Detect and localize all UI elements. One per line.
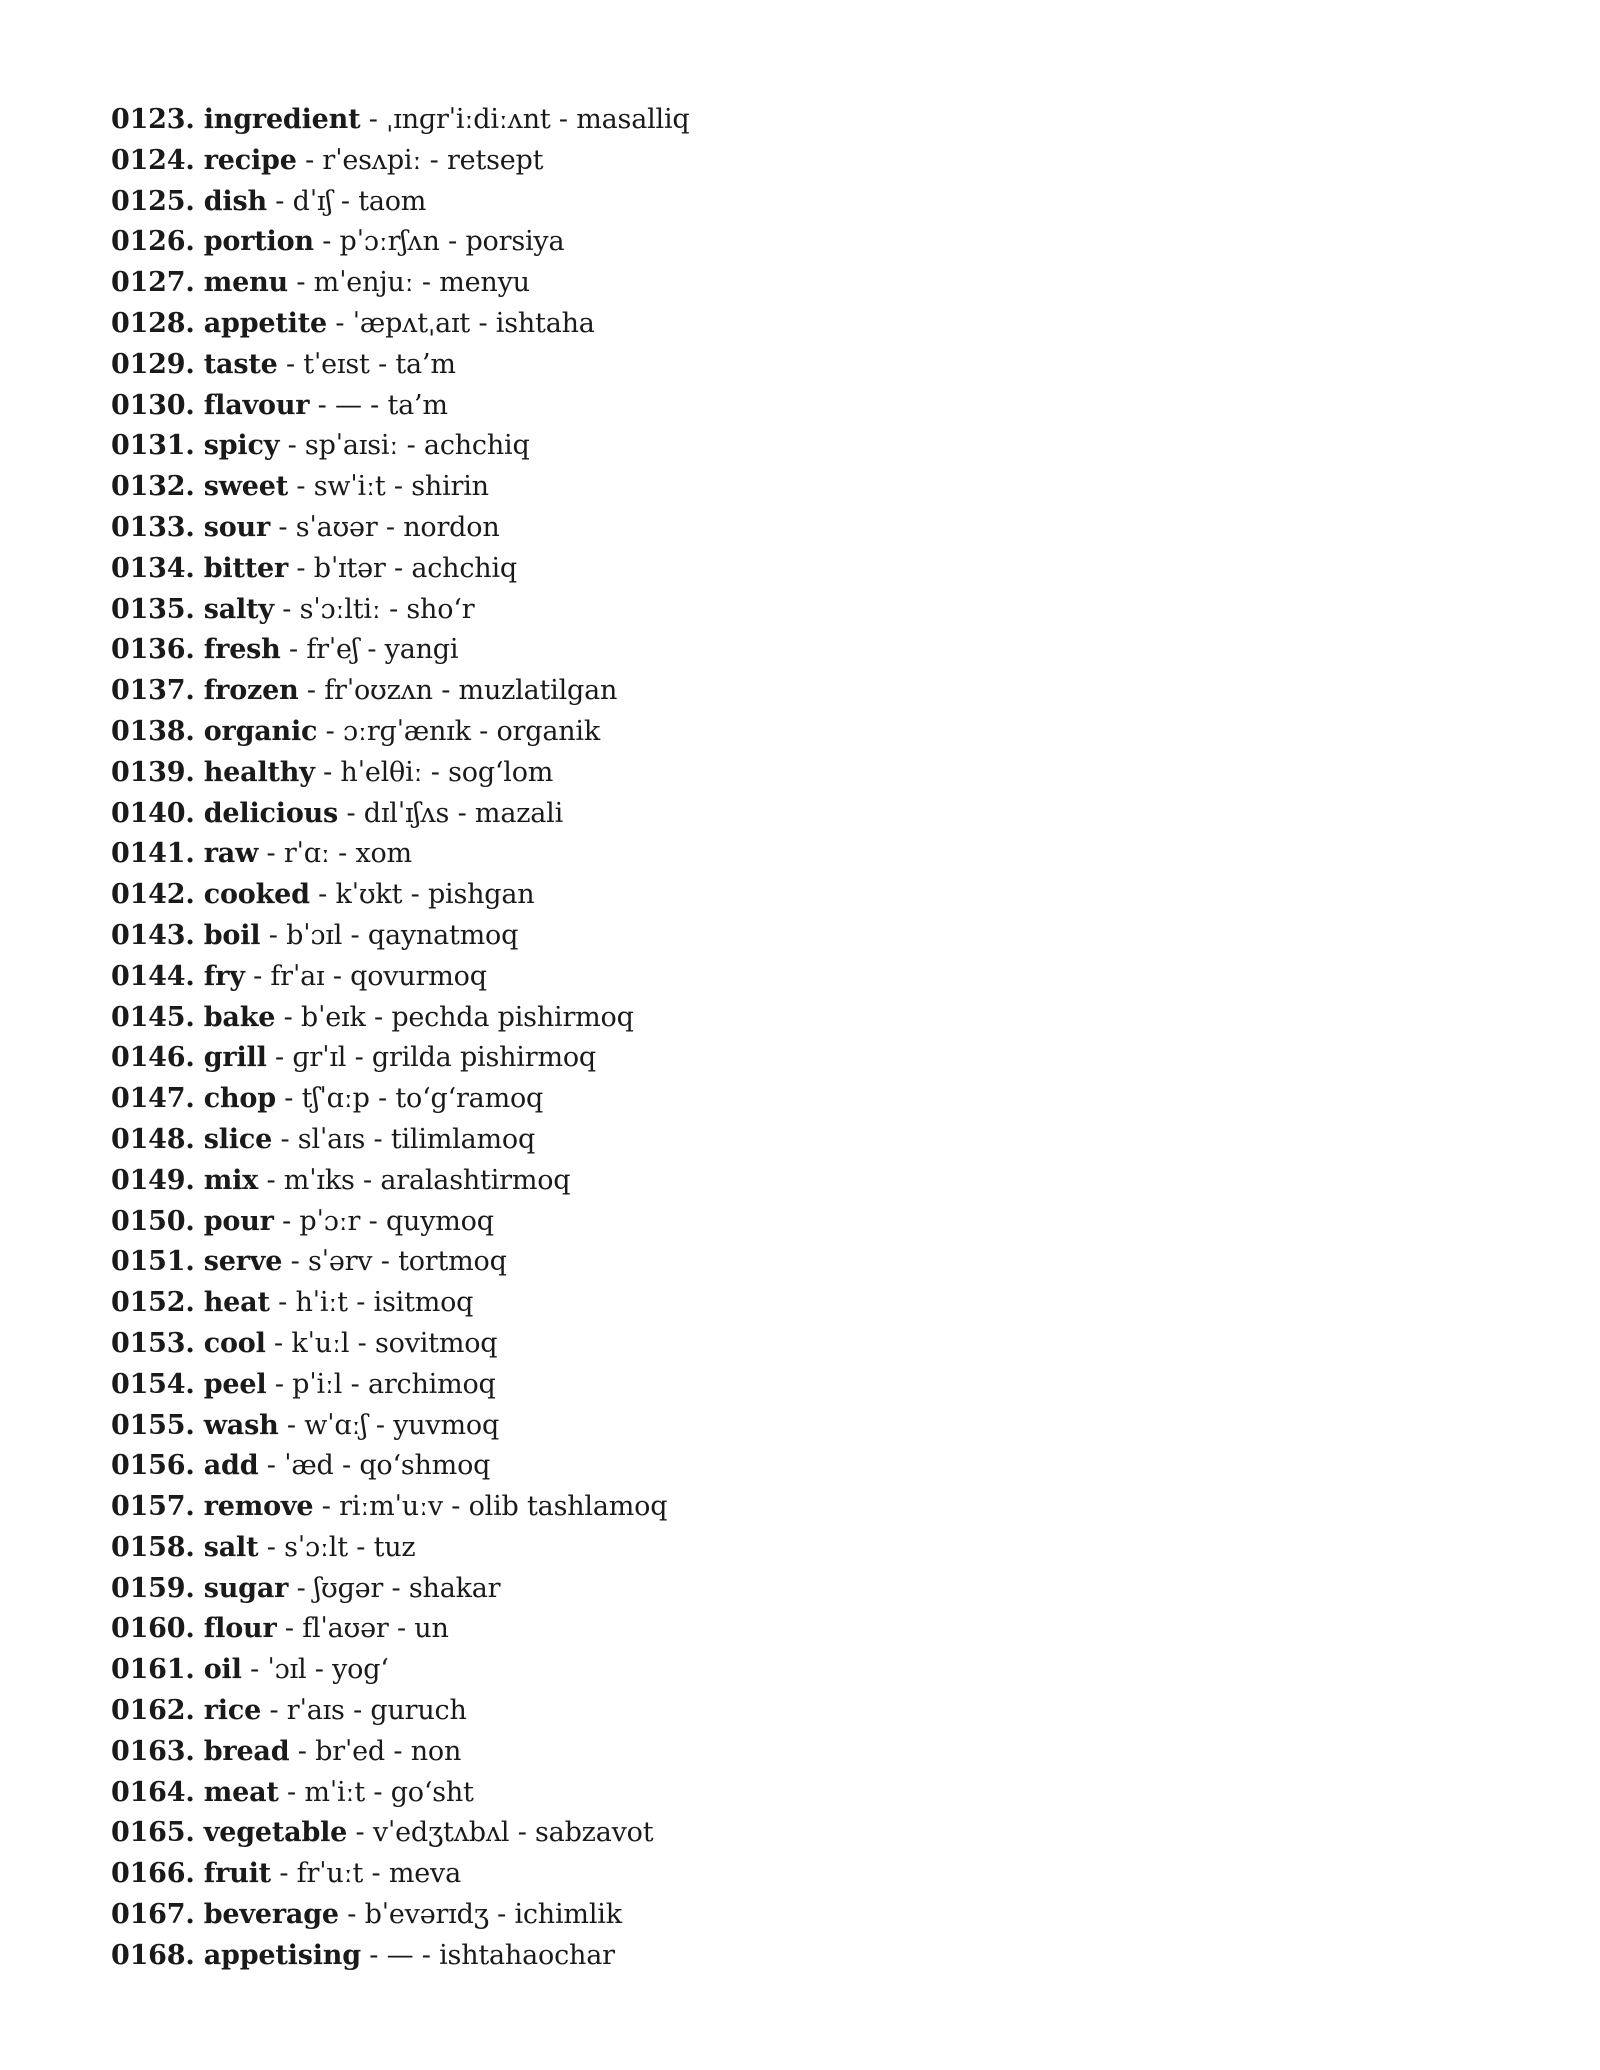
- vocabulary-entry: 0130. flavour - — - ta’m: [111, 389, 448, 421]
- entry-headword: [111, 1573, 288, 1604]
- entry-number: 0166.: [111, 1858, 195, 1890]
- entry-headword: [111, 1206, 274, 1237]
- vocabulary-entry: 0124. recipe - rˈesʌpiː - retsept: [111, 144, 544, 176]
- entry-headword: [111, 1491, 313, 1522]
- entry-word: appetite: [203, 307, 327, 339]
- entry-pronunciation: ɔːrɡˈænɪk: [343, 715, 471, 747]
- entry-translation: aralashtirmoq: [380, 1164, 571, 1196]
- vocabulary-entry: 0160. flour - flˈaʊər - un: [111, 1613, 449, 1645]
- entry-word: organic: [203, 715, 318, 747]
- entry-headword: [111, 675, 299, 706]
- entry-word: bake: [203, 1001, 276, 1033]
- entry-translation: ta’m: [395, 348, 456, 380]
- entry-translation: archimoq: [367, 1368, 496, 1400]
- entry-pronunciation: sˈərv: [307, 1246, 373, 1278]
- entry-number: 0146.: [111, 1042, 195, 1074]
- entry-pronunciation: —: [386, 1939, 414, 1971]
- entry-pronunciation: mˈenjuː: [313, 267, 414, 299]
- entry-pronunciation: spˈaɪsiː: [304, 430, 399, 462]
- entry-translation: sho‘r: [406, 593, 475, 625]
- entry-translation: sog‘lom: [448, 756, 554, 788]
- entry-number: 0147.: [111, 1083, 195, 1115]
- vocabulary-entry: 0123. ingredient - ˌɪnɡrˈiːdiːʌnt - masalliq: [111, 104, 690, 135]
- entry-pronunciation: frˈuːt: [296, 1858, 364, 1890]
- entry-number: 0131.: [111, 430, 195, 462]
- vocabulary-entry: 0166. fruit - frˈuːt - meva: [111, 1858, 461, 1890]
- entry-word: raw: [203, 838, 259, 870]
- vocabulary-entry: 0127. menu - mˈenjuː - menyu: [111, 267, 530, 299]
- entry-number: 0150.: [111, 1205, 195, 1237]
- entry-number: 0130.: [111, 389, 195, 421]
- entry-word: bitter: [203, 552, 289, 584]
- entry-number: 0139.: [111, 756, 195, 788]
- vocabulary-entry: 0154. peel - pˈiːl - archimoq: [111, 1368, 496, 1400]
- entry-translation: nordon: [403, 511, 500, 543]
- vocabulary-list: [111, 100, 1491, 1977]
- entry-headword: [111, 1817, 347, 1848]
- vocabulary-entry: 0126. portion - pˈɔːrʃʌn - porsiya: [111, 226, 565, 258]
- entry-headword: [111, 838, 258, 869]
- entry-translation: sovitmoq: [374, 1327, 498, 1359]
- entry-pronunciation: dɪlˈɪʃʌs: [363, 797, 450, 829]
- entry-word: boil: [203, 919, 261, 951]
- entry-number: 0156.: [111, 1450, 195, 1482]
- entry-number: 0145.: [111, 1001, 195, 1033]
- entry-number: 0168.: [111, 1939, 195, 1971]
- entry-word: salty: [203, 593, 274, 625]
- vocabulary-entry: 0132. sweet - swˈiːt - shirin: [111, 471, 489, 503]
- entry-number: 0138.: [111, 715, 195, 747]
- entry-headword: [111, 1328, 266, 1359]
- entry-pronunciation: ˌɪnɡrˈiːdiːʌnt: [386, 104, 551, 135]
- vocabulary-entry: 0159. sugar - ʃʊɡər - shakar: [111, 1572, 501, 1604]
- entry-headword: [111, 1124, 272, 1155]
- entry-translation: guruch: [370, 1695, 467, 1727]
- entry-number: 0154.: [111, 1368, 195, 1400]
- entry-translation: to‘g‘ramoq: [395, 1083, 544, 1115]
- entry-headword: [111, 1450, 258, 1481]
- entry-number: 0128.: [111, 307, 195, 339]
- entry-pronunciation: bˈeɪk: [300, 1001, 366, 1033]
- entry-pronunciation: sˈɔːlt: [284, 1531, 348, 1563]
- entry-translation: pishgan: [427, 879, 535, 911]
- entry-number: 0151.: [111, 1246, 195, 1278]
- entry-number: 0167.: [111, 1899, 195, 1931]
- entry-pronunciation: rˈesʌpiː: [322, 144, 422, 176]
- entry-translation: pechda pishirmoq: [391, 1001, 634, 1033]
- entry-headword: [111, 267, 288, 298]
- entry-number: 0152.: [111, 1287, 195, 1319]
- entry-pronunciation: —: [334, 389, 362, 421]
- entry-translation: retsept: [446, 144, 544, 176]
- entry-translation: isitmoq: [373, 1287, 474, 1319]
- entry-translation: ishtahaochar: [439, 1939, 615, 1971]
- entry-headword: [111, 349, 278, 380]
- entry-pronunciation: ˈæd: [284, 1450, 334, 1482]
- vocabulary-entry: 0144. fry - frˈaɪ - qovurmoq: [111, 960, 487, 992]
- entry-number: 0164.: [111, 1776, 195, 1808]
- entry-word: ingredient: [203, 104, 361, 135]
- vocabulary-entry: 0149. mix - mˈɪks - aralashtirmoq: [111, 1164, 571, 1196]
- vocabulary-entry: 0138. organic - ɔːrɡˈænɪk - organik: [111, 715, 601, 747]
- entry-pronunciation: frˈaɪ: [270, 960, 325, 992]
- entry-headword: [111, 1940, 361, 1971]
- entry-word: heat: [203, 1287, 270, 1319]
- entry-word: cool: [203, 1327, 266, 1359]
- entry-number: 0158.: [111, 1531, 195, 1563]
- entry-translation: un: [414, 1613, 449, 1645]
- entry-pronunciation: sˈɔːltiː: [299, 593, 381, 625]
- entry-number: 0149.: [111, 1164, 195, 1196]
- entry-word: oil: [203, 1654, 242, 1686]
- entry-headword: [111, 390, 309, 421]
- entry-translation: achchiq: [411, 552, 517, 584]
- entry-translation: mazali: [474, 797, 564, 829]
- entry-number: 0133.: [111, 511, 195, 543]
- entry-word: rice: [203, 1695, 262, 1727]
- entry-translation: quymoq: [385, 1205, 494, 1237]
- entry-pronunciation: bˈevərɪdʒ: [364, 1899, 489, 1931]
- entry-translation: grilda pishirmoq: [371, 1042, 596, 1074]
- entry-word: pour: [203, 1205, 274, 1237]
- entry-pronunciation: pˈɔːr: [299, 1205, 361, 1237]
- entry-number: 0134.: [111, 552, 195, 584]
- entry-translation: achchiq: [423, 430, 530, 462]
- entry-headword: [111, 308, 327, 339]
- entry-number: 0140.: [111, 797, 195, 829]
- entry-pronunciation: tˈeɪst: [303, 348, 370, 380]
- entry-word: mix: [203, 1164, 259, 1196]
- entry-translation: ta’m: [387, 389, 448, 421]
- entry-word: chop: [203, 1083, 276, 1115]
- vocabulary-entry: 0151. serve - sˈərv - tortmoq: [111, 1246, 507, 1278]
- entry-number: 0136.: [111, 634, 195, 666]
- vocabulary-entry: 0146. grill - ɡrˈɪl - grilda pishirmoq: [111, 1042, 596, 1074]
- entry-word: recipe: [203, 144, 297, 176]
- entry-pronunciation: riːmˈuːv: [339, 1491, 443, 1523]
- entry-translation: shirin: [411, 471, 489, 503]
- vocabulary-entry: 0162. rice - rˈaɪs - guruch: [111, 1695, 467, 1727]
- entry-word: appetising: [203, 1939, 361, 1971]
- entry-pronunciation: ˈæpʌtˌaɪt: [352, 307, 471, 339]
- entry-translation: yog‘: [332, 1654, 389, 1686]
- entry-word: menu: [203, 267, 288, 299]
- entry-headword: [111, 512, 270, 543]
- entry-translation: meva: [388, 1858, 461, 1890]
- entry-headword: [111, 1165, 258, 1196]
- entry-headword: [111, 471, 288, 502]
- entry-headword: [111, 1858, 271, 1889]
- vocabulary-entry: 0131. spicy - spˈaɪsiː - achchiq: [111, 430, 530, 462]
- entry-translation: porsiya: [465, 226, 565, 258]
- entry-pronunciation: sˈaʊər: [295, 511, 378, 543]
- vocabulary-entry: 0156. add - ˈæd - qo‘shmoq: [111, 1450, 491, 1482]
- entry-pronunciation: ˈɔɪl: [267, 1654, 307, 1686]
- entry-headword: [111, 1002, 275, 1033]
- entry-translation: go‘sht: [390, 1776, 474, 1808]
- vocabulary-entry: 0161. oil - ˈɔɪl - yog‘: [111, 1654, 389, 1686]
- entry-pronunciation: kˈuːl: [291, 1327, 350, 1359]
- entry-number: 0132.: [111, 471, 195, 503]
- vocabulary-entry: 0145. bake - bˈeɪk - pechda pishirmoq: [111, 1001, 634, 1033]
- entry-headword: [111, 104, 360, 135]
- entry-translation: muzlatilgan: [458, 675, 618, 707]
- entry-number: 0160.: [111, 1613, 195, 1645]
- entry-translation: tilimlamoq: [390, 1123, 536, 1155]
- vocabulary-entry: 0129. taste - tˈeɪst - ta’m: [111, 348, 456, 380]
- entry-number: 0124.: [111, 144, 195, 176]
- entry-translation: organik: [496, 715, 601, 747]
- entry-headword: [111, 1246, 282, 1277]
- entry-pronunciation: mˈiːt: [304, 1776, 365, 1808]
- entry-number: 0148.: [111, 1123, 195, 1155]
- entry-pronunciation: swˈiːt: [313, 471, 386, 503]
- vocabulary-entry: 0150. pour - pˈɔːr - quymoq: [111, 1205, 494, 1237]
- entry-word: salt: [203, 1531, 259, 1563]
- entry-word: portion: [203, 226, 314, 258]
- entry-word: spicy: [203, 430, 280, 462]
- entry-word: sweet: [203, 471, 289, 503]
- entry-translation: qaynatmoq: [367, 919, 519, 951]
- entry-word: fresh: [203, 634, 281, 666]
- entry-number: 0137.: [111, 675, 195, 707]
- entry-headword: [111, 594, 274, 625]
- vocabulary-entry: 0125. dish - dˈɪʃ - taom: [111, 185, 427, 217]
- entry-headword: [111, 1695, 261, 1726]
- entry-pronunciation: brˈed: [315, 1735, 385, 1767]
- entry-word: flavour: [203, 389, 310, 421]
- entry-word: add: [203, 1450, 259, 1482]
- entry-word: delicious: [203, 797, 339, 829]
- entry-translation: ishtaha: [495, 307, 595, 339]
- entry-number: 0144.: [111, 960, 195, 992]
- entry-translation: non: [410, 1735, 462, 1767]
- entry-word: wash: [203, 1409, 279, 1441]
- entry-headword: [111, 879, 310, 910]
- entry-number: 0155.: [111, 1409, 195, 1441]
- vocabulary-entry: 0134. bitter - bˈɪtər - achchiq: [111, 552, 517, 584]
- entry-translation: qo‘shmoq: [359, 1450, 491, 1482]
- entry-headword: [111, 920, 260, 951]
- entry-word: peel: [203, 1368, 267, 1400]
- vocabulary-entry: 0137. frozen - frˈoʊzʌn - muzlatilgan: [111, 675, 618, 707]
- entry-translation: masalliq: [576, 104, 690, 135]
- entry-pronunciation: hˈiːt: [295, 1287, 348, 1319]
- entry-word: sour: [203, 511, 271, 543]
- entry-headword: [111, 634, 281, 665]
- entry-headword: [111, 1736, 289, 1767]
- entry-pronunciation: frˈoʊzʌn: [324, 675, 433, 707]
- entry-word: slice: [203, 1123, 273, 1155]
- entry-headword: [111, 798, 338, 829]
- entry-pronunciation: pˈiːl: [292, 1368, 343, 1400]
- entry-number: 0125.: [111, 185, 195, 217]
- vocabulary-entry: 0153. cool - kˈuːl - sovitmoq: [111, 1327, 498, 1359]
- entry-word: frozen: [203, 675, 299, 707]
- entry-number: 0161.: [111, 1654, 195, 1686]
- entry-headword: [111, 430, 279, 461]
- entry-word: healthy: [203, 756, 315, 788]
- entry-number: 0162.: [111, 1695, 195, 1727]
- entry-translation: taom: [358, 185, 427, 217]
- entry-number: 0165.: [111, 1817, 195, 1849]
- entry-pronunciation: rˈɑː: [283, 838, 330, 870]
- entry-pronunciation: pˈɔːrʃʌn: [339, 226, 440, 258]
- entry-pronunciation: ɡrˈɪl: [292, 1042, 347, 1074]
- entry-word: meat: [203, 1776, 279, 1808]
- vocabulary-entry: 0165. vegetable - vˈedʒtʌbʌl - sabzavot: [111, 1817, 654, 1849]
- entry-word: fruit: [203, 1858, 271, 1890]
- entry-headword: [111, 1899, 339, 1930]
- entry-translation: menyu: [439, 267, 530, 299]
- entry-number: 0153.: [111, 1327, 195, 1359]
- entry-number: 0159.: [111, 1572, 195, 1604]
- entry-number: 0141.: [111, 838, 195, 870]
- entry-translation: sabzavot: [535, 1817, 654, 1849]
- entry-translation: shakar: [408, 1572, 501, 1604]
- entry-pronunciation: slˈaɪs: [297, 1123, 366, 1155]
- entry-pronunciation: rˈaɪs: [286, 1695, 345, 1727]
- vocabulary-entry: 0142. cooked - kˈʊkt - pishgan: [111, 879, 535, 911]
- entry-headword: [111, 1287, 270, 1318]
- vocabulary-entry: 0167. beverage - bˈevərɪdʒ - ichimlik: [111, 1899, 622, 1931]
- entry-headword: [111, 186, 267, 217]
- entry-translation: yuvmoq: [393, 1409, 500, 1441]
- entry-pronunciation: ʃʊɡər: [313, 1572, 384, 1604]
- vocabulary-entry: 0147. chop - tʃˈɑːp - to‘g‘ramoq: [111, 1083, 544, 1115]
- vocabulary-entry: 0148. slice - slˈaɪs - tilimlamoq: [111, 1123, 536, 1155]
- vocabulary-entry: 0128. appetite - ˈæpʌtˌaɪt - ishtaha: [111, 307, 595, 339]
- entry-pronunciation: dˈɪʃ: [292, 185, 333, 217]
- vocabulary-entry: 0168. appetising - — - ishtahaochar: [111, 1939, 615, 1971]
- entry-headword: [111, 553, 288, 584]
- vocabulary-entry: 0157. remove - riːmˈuːv - olib tashlamoq: [111, 1491, 668, 1523]
- vocabulary-entry: 0141. raw - rˈɑː - xom: [111, 838, 412, 870]
- entry-headword: [111, 145, 297, 176]
- entry-pronunciation: bˈɔɪl: [286, 919, 343, 951]
- entry-headword: [111, 1369, 266, 1400]
- entry-number: 0129.: [111, 348, 195, 380]
- entry-word: bread: [203, 1735, 290, 1767]
- entry-translation: ichimlik: [514, 1899, 622, 1931]
- vocabulary-entry: 0136. fresh - frˈeʃ - yangi: [111, 634, 459, 666]
- entry-pronunciation: mˈɪks: [283, 1164, 355, 1196]
- entry-headword: [111, 961, 245, 992]
- vocabulary-entry: 0152. heat - hˈiːt - isitmoq: [111, 1287, 474, 1319]
- entry-headword: [111, 1654, 242, 1685]
- vocabulary-entry: 0158. salt - sˈɔːlt - tuz: [111, 1531, 416, 1563]
- entry-headword: [111, 716, 317, 747]
- entry-word: flour: [203, 1613, 277, 1645]
- entry-number: 0163.: [111, 1735, 195, 1767]
- vocabulary-entry: 0133. sour - sˈaʊər - nordon: [111, 511, 500, 543]
- entry-number: 0127.: [111, 267, 195, 299]
- entry-headword: [111, 1042, 267, 1073]
- entry-headword: [111, 1083, 276, 1114]
- entry-translation: tortmoq: [398, 1246, 507, 1278]
- vocabulary-entry: 0140. delicious - dɪlˈɪʃʌs - mazali: [111, 797, 564, 829]
- entry-pronunciation: hˈelθiː: [340, 756, 423, 788]
- vocabulary-entry: 0135. salty - sˈɔːltiː - sho‘r: [111, 593, 475, 625]
- entry-pronunciation: flˈaʊər: [302, 1613, 389, 1645]
- entry-number: 0123.: [111, 104, 195, 135]
- entry-pronunciation: bˈɪtər: [313, 552, 386, 584]
- vocabulary-entry: 0164. meat - mˈiːt - go‘sht: [111, 1776, 474, 1808]
- entry-translation: tuz: [373, 1531, 416, 1563]
- entry-word: beverage: [203, 1899, 339, 1931]
- entry-word: taste: [203, 348, 278, 380]
- entry-word: remove: [203, 1491, 314, 1523]
- entry-headword: [111, 1777, 279, 1808]
- entry-headword: [111, 1613, 277, 1644]
- entry-headword: [111, 1532, 258, 1563]
- vocabulary-entry: 0143. boil - bˈɔɪl - qaynatmoq: [111, 919, 519, 951]
- entry-number: 0143.: [111, 919, 195, 951]
- entry-word: grill: [203, 1042, 267, 1074]
- entry-word: dish: [203, 185, 267, 217]
- entry-translation: yangi: [384, 634, 459, 666]
- entry-pronunciation: vˈedʒtʌbʌl: [372, 1817, 510, 1849]
- vocabulary-entry: 0139. healthy - hˈelθiː - sog‘lom: [111, 756, 554, 788]
- entry-pronunciation: kˈʊkt: [335, 879, 403, 911]
- vocabulary-entry: 0163. bread - brˈed - non: [111, 1735, 462, 1767]
- entry-pronunciation: frˈeʃ: [306, 634, 359, 666]
- vocabulary-entry: 0155. wash - wˈɑːʃ - yuvmoq: [111, 1409, 500, 1441]
- entry-pronunciation: tʃˈɑːp: [301, 1083, 370, 1115]
- entry-headword: [111, 757, 315, 788]
- entry-word: serve: [203, 1246, 283, 1278]
- entry-word: cooked: [203, 879, 310, 911]
- entry-pronunciation: wˈɑːʃ: [304, 1409, 368, 1441]
- entry-number: 0142.: [111, 879, 195, 911]
- entry-translation: olib tashlamoq: [468, 1491, 668, 1523]
- entry-number: 0135.: [111, 593, 195, 625]
- entry-headword: [111, 1410, 279, 1441]
- entry-word: vegetable: [203, 1817, 348, 1849]
- entry-headword: [111, 226, 314, 257]
- entry-word: sugar: [203, 1572, 289, 1604]
- entry-translation: xom: [355, 838, 412, 870]
- entry-word: fry: [203, 960, 245, 992]
- entry-number: 0126.: [111, 226, 195, 258]
- entry-translation: qovurmoq: [350, 960, 487, 992]
- entry-number: 0157.: [111, 1491, 195, 1523]
